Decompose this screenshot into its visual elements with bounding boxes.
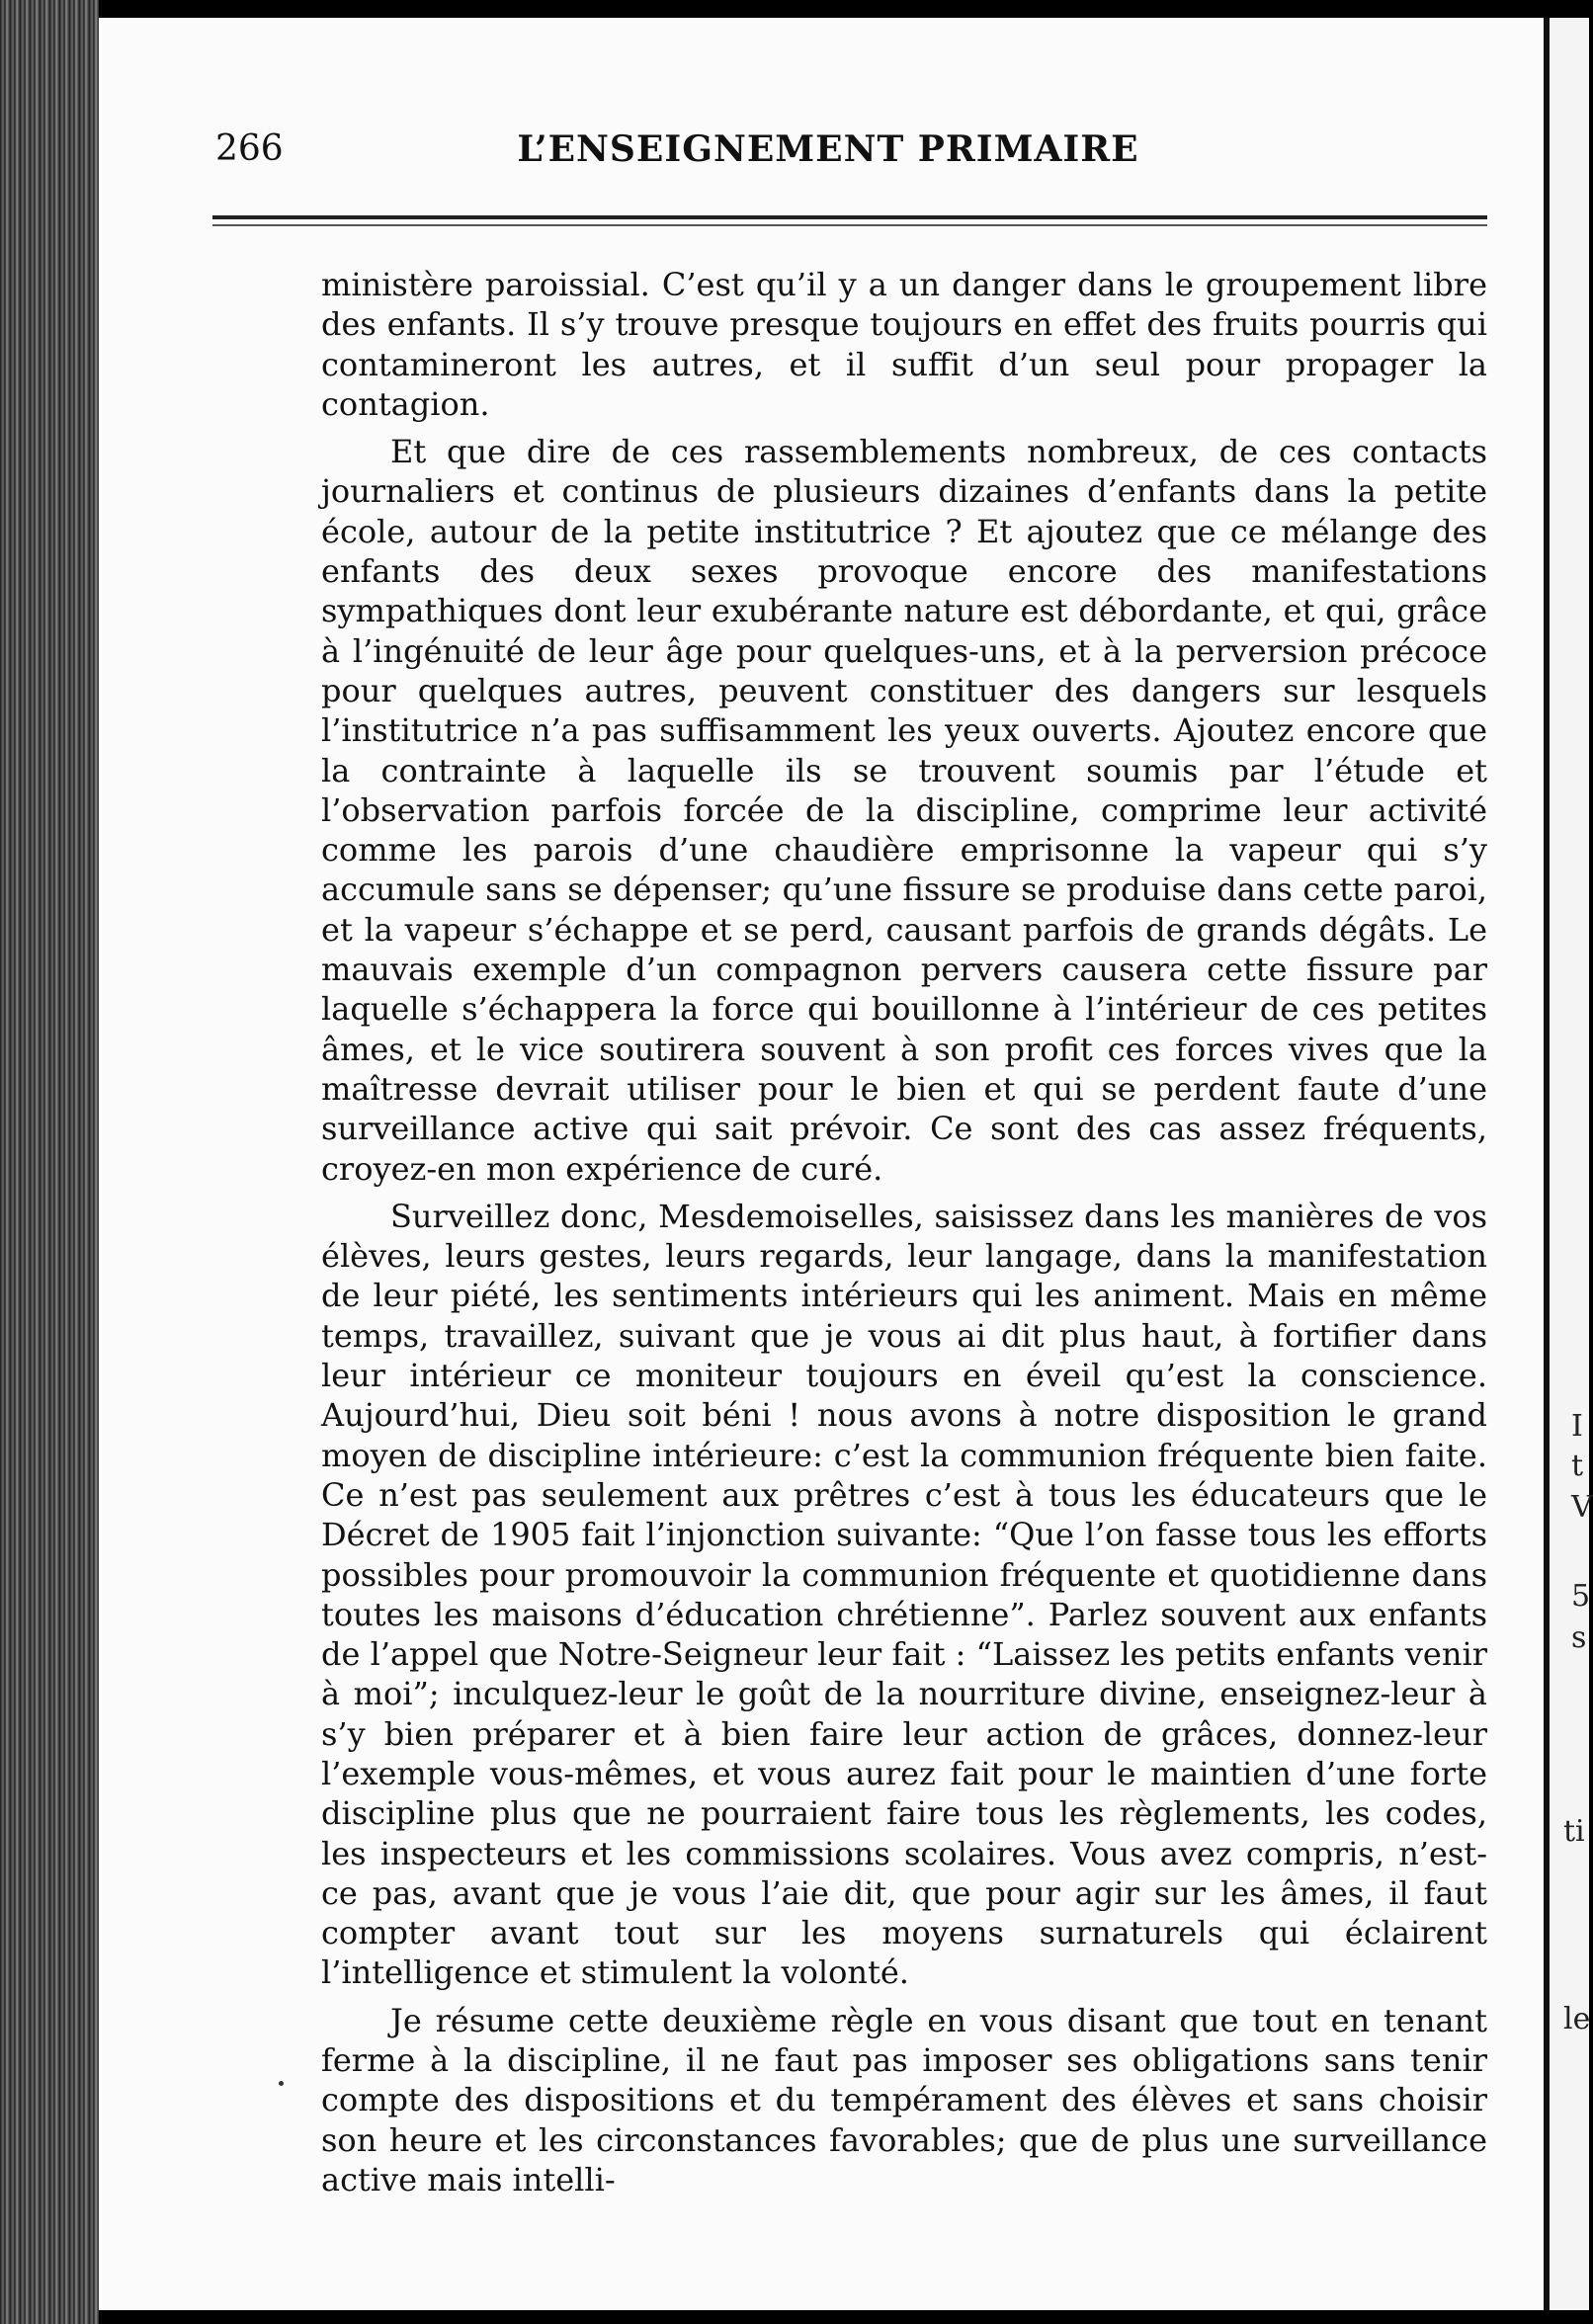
adjacent-page-fragment: I — [1571, 1409, 1583, 1444]
adjacent-page-fragment: 5 — [1571, 1579, 1591, 1614]
book-page-edges — [0, 0, 99, 2324]
header-rule-thin — [212, 224, 1487, 226]
adjacent-page-fragment: V — [1571, 1490, 1593, 1525]
running-head — [215, 121, 1342, 180]
adjacent-page-fragment: ti — [1563, 1814, 1585, 1849]
page-number: 266 — [215, 128, 284, 169]
body-text — [321, 265, 1487, 2207]
paragraph: Et que dire de ces rassemblements nombreux, de ces contacts journaliers et continus de plusieurs dizaines d’enfants dans la petite école, autour de la petite institutrice ? Et ajoutez que ce mélange des enfants des deux sexes provoque encore des manifestations sympathiques dont leur exubérante nature est débordante, et qui, grâce à l’ingénuité de leur âge pour quelques-uns, et à la perversion précoce pour quelques autres, peuvent constituer des dangers sur lesquels l’institutrice n’a pas suffisamment les yeux ouverts. Ajoutez encore que la contrainte à laquelle ils se trouvent soumis par l’étude et l’observation parfois forcée de la discipline, comprime leur activité comme les parois d’une chaudière emprisonne la vapeur qui s’y accumule sans se dépenser; qu’une fissure se produise dans cette paroi, et la vapeur s’échappe et se perd, causant parfois de grands dégâts. Le mauvais exemple d’un compagnon pervers causera cette fissure par laquelle s’échappera la force qui bouillonne à l’intérieur de ces petites âmes, et le vice soutirera souvent à son profit ces forces vives que la maîtresse devrait utiliser pour le bien et qui se perdent faute d’une surveillance active qui sait prévoir. Ce sont des cas assez fréquents, croyez-en mon expérience de curé. — [321, 433, 1487, 1188]
dust-speck — [279, 2081, 284, 2086]
paragraph: Je résume cette deuxième règle en vous disant que tout en tenant ferme à la discipline, il ne faut pas imposer ses obligations sans tenir compte des dispositions et du tempérament des élèves et sans choisir son heure et les circonstances favorables; que de plus une surveillance active mais intelli- — [321, 2001, 1487, 2199]
paragraph: ministère paroissial. C’est qu’il y a un danger dans le groupement libre des enfants. Il s’y trouve presque toujours en effet des fruits pourris qui contamineront les autres, et il suffit d’un seul pour propager la contagion. — [321, 266, 1487, 423]
running-title: L’ENSEIGNEMENT PRIMAIRE — [517, 128, 1139, 170]
adjacent-page-fragment: le — [1563, 2002, 1591, 2036]
adjacent-page-edge — [1544, 18, 1593, 2310]
adjacent-page-fragment: t — [1571, 1449, 1584, 1483]
header-rule — [212, 215, 1487, 219]
paragraph: Surveillez donc, Mesdemoiselles, saisissez dans les manières de vos élèves, leurs gestes, leurs regards, leur langage, dans la manifestation de leur piété, les sentiments intérieurs qui les animent. Mais en même temps, travaillez, suivant que je vous ai dit plus haut, à fortifier dans leur intérieur ce moniteur toujours en éveil qu’est la conscience. Aujourd’hui, Dieu soit béni ! nous avons à notre disposition le grand moyen de discipline intérieure: c’est la communion fréquente bien faite. Ce n’est pas seulement aux prêtres c’est à tous les éducateurs que le Décret de 1905 fait l’injonction suivante: “Que l’on fasse tous les efforts possibles pour promouvoir la communion fréquente et quotidienne dans toutes les maisons d’éducation chrétienne”. Parlez souvent aux enfants de l’appel que Notre-Seigneur leur fait : “Laissez les petits enfants venir à moi”; inculquez-leur le goût de la nourriture divine, enseignez-leur à s’y bien préparer et à bien faire leur action de grâces, donnez-leur l’exemple vous-mêmes, et vous aurez fait pour le maintien d’une forte discipline plus que ne pourraient faire tous les règlements, les codes, les inspecteurs et les commissions scolaires. Vous avez compris, n’est-ce pas, avant que je vous l’aie dit, que pour agir sur les âmes, il faut compter avant tout sur les moyens surnaturels qui éclairent l’intelligence et stimulent la volonté. — [321, 1197, 1487, 1992]
adjacent-page-fragment: s — [1571, 1620, 1587, 1655]
